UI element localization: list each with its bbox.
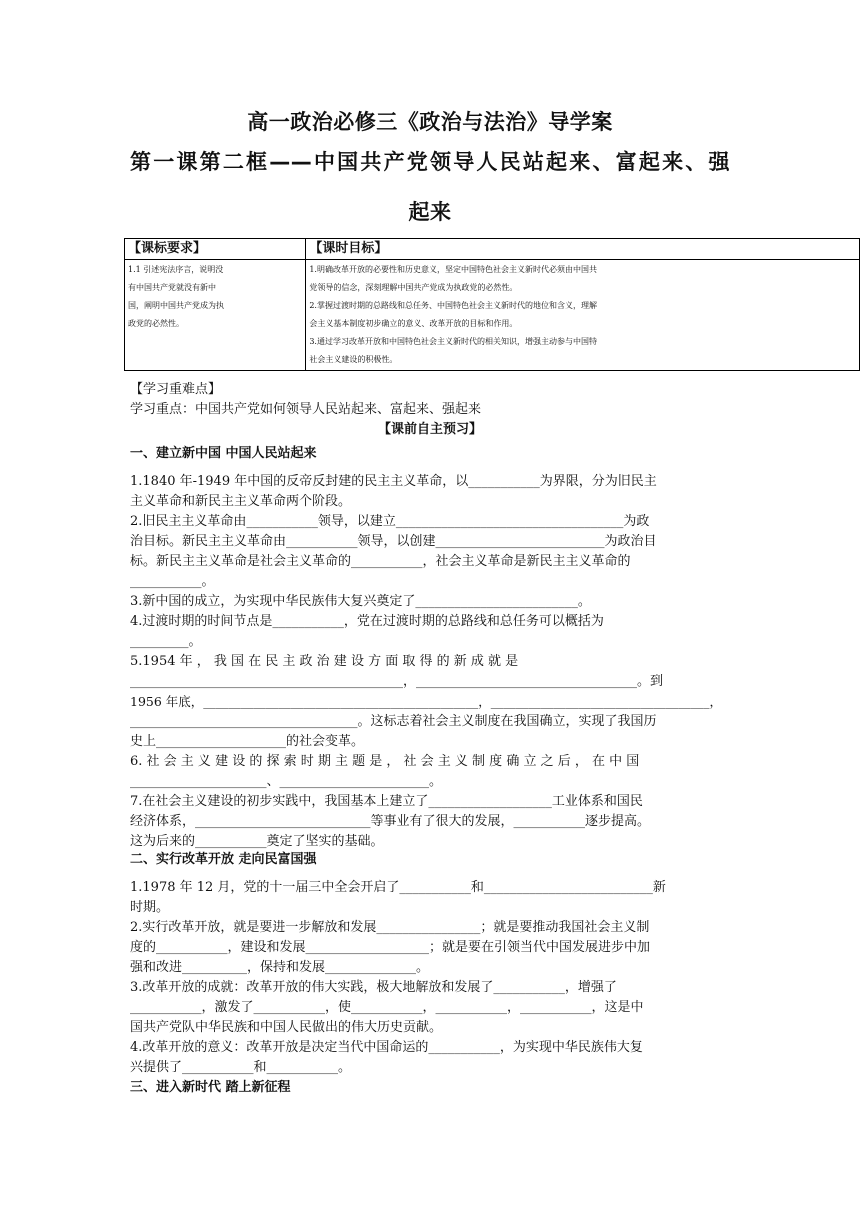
text-line: 兴提供了___________和___________。 xyxy=(130,1060,352,1075)
text-line: 7.在社会主义建设的初步实践中，我国基本上建立了___________________工业体系和国民 xyxy=(130,794,643,809)
section-2-title: 二、实行改革开放 走向民富国强 xyxy=(130,852,317,867)
text-line: 时期。 xyxy=(130,900,170,915)
text-line: 6. 社 会 主 义 建 设 的 探 索 时 期 主 题 是 ， 社 会 主 义 制 度 确 立 之 后 ， 在 中 国 xyxy=(130,754,640,769)
objectives-table xyxy=(124,238,860,371)
section-2 xyxy=(130,850,730,1098)
text-line: 国共产党队中华民族和中国人民做出的伟大历史贡献。 xyxy=(130,1020,443,1035)
text-line: 1956 年底，____________________________________________，___________________________________， xyxy=(130,694,723,709)
focus-header: 【学习重难点】 xyxy=(130,382,222,397)
text-line: 5.1954 年 ， 我 国 在 民 主 政 治 建 设 方 面 取 得 的 新 成 就 是 xyxy=(130,654,519,669)
standards-line: 1.1 引述宪法序言，说明没 xyxy=(128,265,224,274)
goals-line: 会主义基本制度初步确立的意义、改革开放的目标和作用。 xyxy=(309,319,518,328)
text-line: 度的___________，建设和发展___________________；就是要在引领当代中国发展进步中加 xyxy=(130,940,651,955)
goals-line: 2.掌握过渡时期的总路线和总任务、中国特色社会主义新时代的地位和含义，理解 xyxy=(309,301,597,310)
text-line: 1.1840 年-1949 年中国的反帝反封建的民主主义革命，以___________为界限，分为旧民主 xyxy=(130,474,657,489)
text-line: ___________。 xyxy=(130,574,215,589)
text-line: 4.改革开放的意义：改革开放是决定当代中国命运的___________，为实现中华民族伟大复 xyxy=(130,1040,643,1055)
section-3-title: 三、进入新时代 踏上新征程 xyxy=(130,1080,291,1095)
text-line: 3.新中国的成立，为实现中华民族伟大复兴奠定了_________________________。 xyxy=(130,594,591,609)
lesson-title: 第一课第二框——中国共产党领导人民站起来、富起来、强 xyxy=(130,150,730,174)
standards-line: 政党的必然性。 xyxy=(128,319,184,328)
text-line: __________________________________________，__________________________________。到 xyxy=(130,674,663,689)
goals-line: 社会主义建设的积极性。 xyxy=(309,355,398,364)
standards-header: 【课标要求】 xyxy=(125,239,306,260)
goals-header: 【课时目标】 xyxy=(306,239,860,260)
document-title: 高一政治必修三《政治与法治》导学案 xyxy=(247,110,613,134)
text-line: 1.1978 年 12 月，党的十一届三中全会开启了___________和__________________________新 xyxy=(130,880,666,895)
lesson-title-continued: 起来 xyxy=(408,200,452,224)
goals-line: 3.通过学习改革开放和中国特色社会主义新时代的相关知识，增强主动参与中国特 xyxy=(309,337,597,346)
text-line: 2.旧民主主义革命由___________领导，以建立___________________________________为政 xyxy=(130,514,650,529)
text-line: 4.过渡时期的时间节点是___________，党在过渡时期的总路线和总任务可以概括为 xyxy=(130,614,604,629)
text-line: _____________________、_______________________。 xyxy=(130,774,442,789)
text-line: 史上____________________的社会变革。 xyxy=(130,734,365,749)
section-1-title: 一、建立新中国 中国人民站起来 xyxy=(130,446,317,461)
preview-header: 【课前自主预习】 xyxy=(377,422,482,437)
text-line: _________。 xyxy=(130,634,202,649)
text-line: 标。新民主主义革命是社会主义革命的___________，社会主义革命是新民主主义革命的 xyxy=(130,554,631,569)
text-line: 治目标。新民主主义革命由___________领导，以创建__________________________为政治目 xyxy=(130,534,657,549)
goals-line: 党领导的信念，深刻理解中国共产党成为执政党的必然性。 xyxy=(309,283,518,292)
text-line: 强和改进__________，保持和发展______________。 xyxy=(130,960,430,975)
text-line: 主义革命和新民主主义革命两个阶段。 xyxy=(130,494,352,509)
focus-text: 学习重点：中国共产党如何领导人民站起来、富起来、强起来 xyxy=(130,402,482,417)
standards-line: 有中国共产党就没有新中 xyxy=(128,283,216,292)
text-line: ___________________________________。这标志着社会主义制度在我国确立，实现了我国历 xyxy=(130,714,657,729)
text-line: ___________，激发了___________，使___________，___________，___________，这是中 xyxy=(130,1000,644,1015)
section-1 xyxy=(130,444,730,852)
text-line: 这为后来的___________奠定了坚实的基础。 xyxy=(130,834,384,849)
focus-block xyxy=(130,380,730,440)
goals-line: 1.明确改革开放的必要性和历史意义，坚定中国特色社会主义新时代必须由中国共 xyxy=(309,265,597,274)
text-line: 2.实行改革开放，就是要进一步解放和发展________________；就是要推动我国社会主义制 xyxy=(130,920,650,935)
standards-cell xyxy=(125,260,306,371)
standards-line: 国，阐明中国共产党成为执 xyxy=(128,301,224,310)
goals-cell xyxy=(306,260,860,371)
text-line: 经济体系，___________________________等事业有了很大的发展，___________逐步提高。 xyxy=(130,814,651,829)
text-line: 3.改革开放的成就：改革开放的伟大实践，极大地解放和发展了___________，增强了 xyxy=(130,980,617,995)
